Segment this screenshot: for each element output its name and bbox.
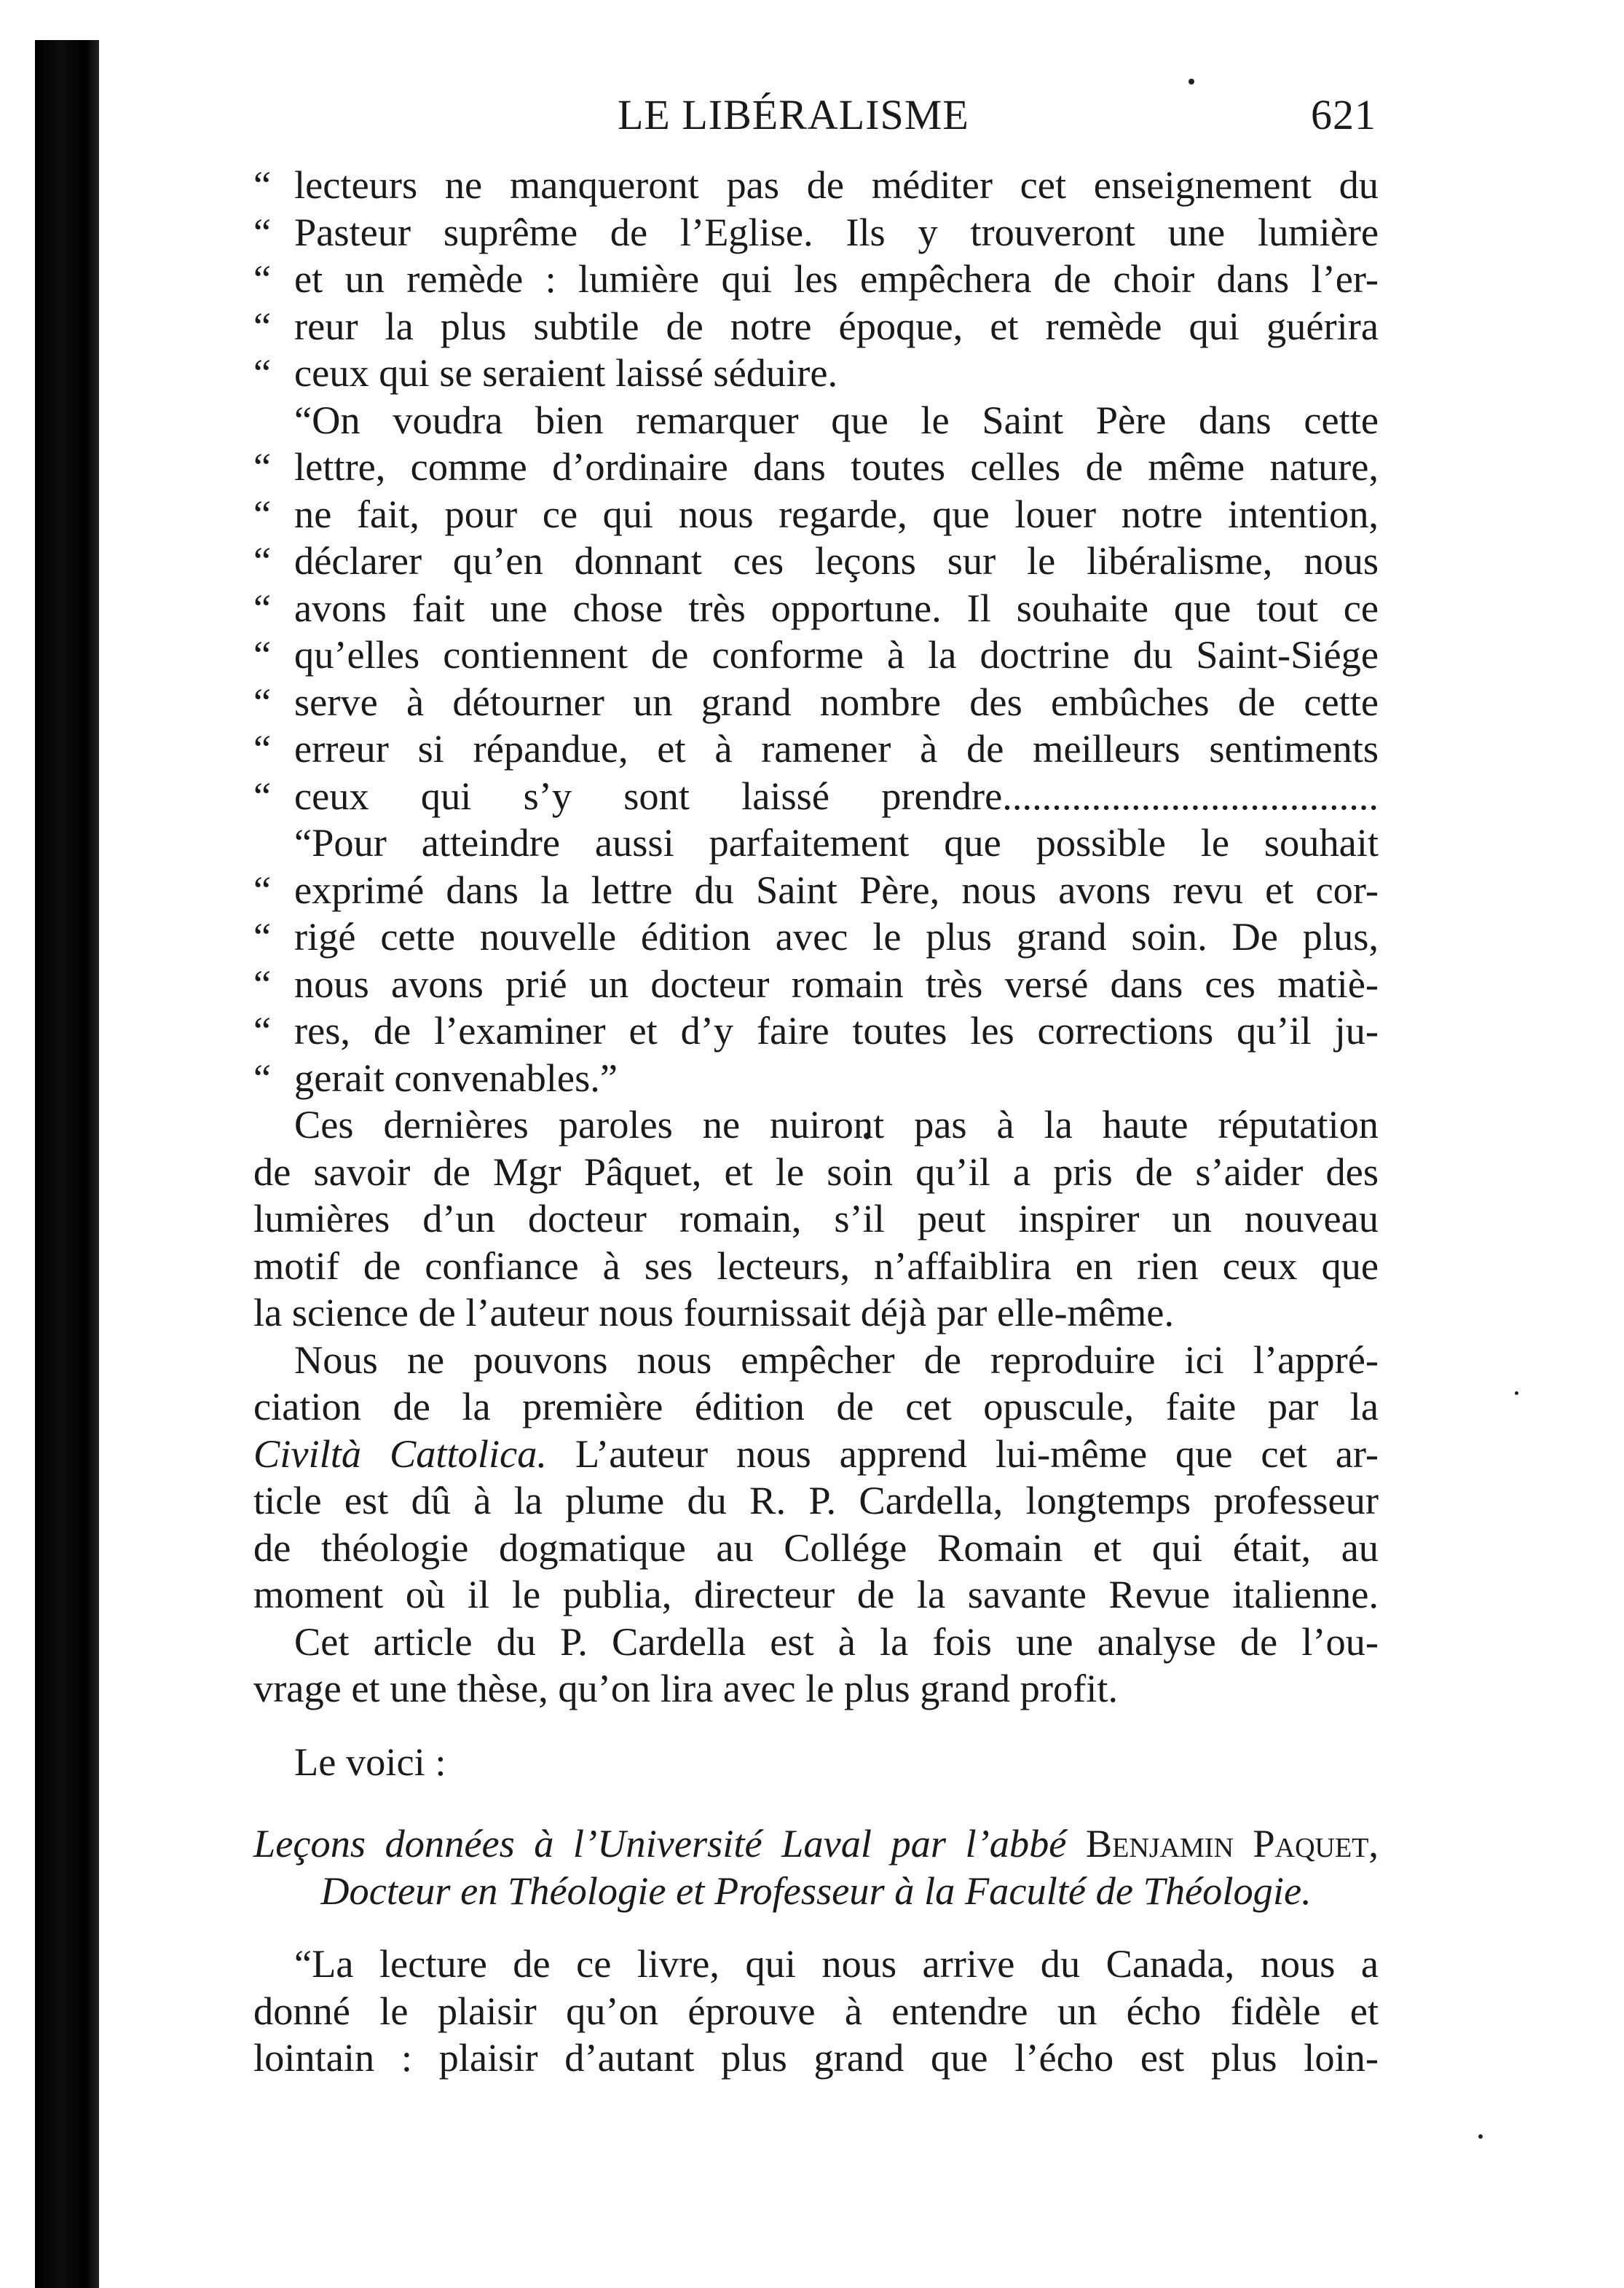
- running-title: LE LIBÉRALISME: [618, 91, 969, 138]
- body-line: ciation de la première édition de cet opuscule, faite par la: [253, 1385, 1379, 1428]
- quote-line: “ lettre, comme d’ordinaire dans toutes celles de même nature,: [253, 445, 1379, 489]
- quote-line: “La lecture de ce livre, qui nous arrive du Canada, nous a: [294, 1942, 1379, 1986]
- body-line: moment où il le publia, directeur de la savante Revue italienne.: [253, 1573, 1379, 1616]
- body-line: Nous ne pouvons nous empêcher de reproduire ici l’appré-: [294, 1337, 1379, 1382]
- body-line: donné le plaisir qu’on éprouve à entendre un écho fidèle et: [253, 1989, 1379, 2033]
- quote-line: “ et un remède : lumière qui les empêchera de choir dans l’er-: [253, 257, 1379, 301]
- body-line: Cet article du P. Cardella est à la fois une analyse de l’ou-: [294, 1619, 1379, 1664]
- body-line: de théologie dogmatique au Collége Romain et qui était, au: [253, 1525, 1379, 1570]
- quote-line: “ res, de l’examiner et d’y faire toutes les corrections qu’il ju-: [253, 1009, 1379, 1053]
- running-header: [253, 82, 1376, 140]
- page-number: 621: [1311, 91, 1376, 138]
- page-body: [253, 162, 1379, 2082]
- quote-line: “ gerait convenables.”: [253, 1055, 618, 1100]
- body-line: ticle est dû à la plume du R. P. Cardella, longtemps professeur: [253, 1479, 1379, 1522]
- quote-line: “ nous avons prié un docteur romain très versé dans ces matiè-: [253, 962, 1379, 1006]
- body-line: lumières d’un docteur romain, s’il peut inspirer un nouveau: [253, 1197, 1379, 1241]
- body-line: vrage et une thèse, qu’on lira avec le plus grand profit.: [253, 1667, 1119, 1710]
- ink-speck: [1478, 2134, 1483, 2139]
- quote-line: “Pour atteindre aussi parfaitement que possible le souhait: [294, 821, 1379, 865]
- body-line: la science de l’auteur nous fournissait déjà par elle-même.: [253, 1291, 1175, 1334]
- le-voici-line: Le voici :: [294, 1739, 446, 1784]
- quote-line: “ avons fait une chose très opportune. Il souhaite que tout ce: [253, 586, 1379, 630]
- quote-line: “ erreur si répandue, et à ramener à de meilleurs sentiments: [253, 727, 1379, 771]
- body-line: lointain : plaisir d’autant plus grand que l’écho est plus loin-: [253, 2036, 1379, 2080]
- quote-line: “On voudra bien remarquer que le Saint Père dans cette: [294, 398, 1379, 442]
- quote-line: “ ceux qui s’y sont laissé prendre......................................: [253, 774, 1379, 818]
- quote-line: “ rigé cette nouvelle édition avec le plus grand soin. De plus,: [253, 915, 1379, 959]
- quote-line: “ qu’elles contiennent de conforme à la doctrine du Saint-Siége: [253, 633, 1379, 677]
- ink-speck: [1515, 1391, 1518, 1395]
- quote-line: “ Pasteur suprême de l’Eglise. Ils y trouveront une lumière: [253, 210, 1379, 254]
- page-binding-edge: [35, 40, 99, 2288]
- citation-line: Docteur en Théologie et Professeur à la Faculté de Théologie.: [320, 1868, 1312, 1913]
- quote-line: “ serve à détourner un grand nombre des embûches de cette: [253, 680, 1379, 724]
- quote-line: “ reur la plus subtile de notre époque, et remède qui guérira: [253, 304, 1379, 348]
- quote-line: “ lecteurs ne manqueront pas de méditer cet enseignement du: [253, 163, 1379, 207]
- quote-line: “ ceux qui se seraient laissé séduire.: [253, 351, 838, 395]
- body-line: motif de confiance à ses lecteurs, n’affaiblira en rien ceux que: [253, 1243, 1379, 1288]
- quote-line: “ déclarer qu’en donnant ces leçons sur le libéralisme, nous: [253, 539, 1379, 583]
- journal-title: Civiltà Cattolica.: [253, 1431, 547, 1476]
- citation-line: Leçons données à l’Université Laval par l’abbé Benjamin Paquet,: [253, 1822, 1379, 1866]
- body-line: Civiltà Cattolica. L’auteur nous apprend lui-même que cet ar-: [253, 1431, 1379, 1476]
- quote-line: “ ne fait, pour ce qui nous regarde, que louer notre intention,: [253, 492, 1379, 536]
- body-line: Ces dernières paroles ne nuiront pas à la haute réputation: [294, 1103, 1379, 1147]
- body-line: de savoir de Mgr Pâquet, et le soin qu’il a pris de s’aider des: [253, 1149, 1379, 1194]
- quote-line: “ exprimé dans la lettre du Saint Père, nous avons revu et cor-: [253, 868, 1379, 912]
